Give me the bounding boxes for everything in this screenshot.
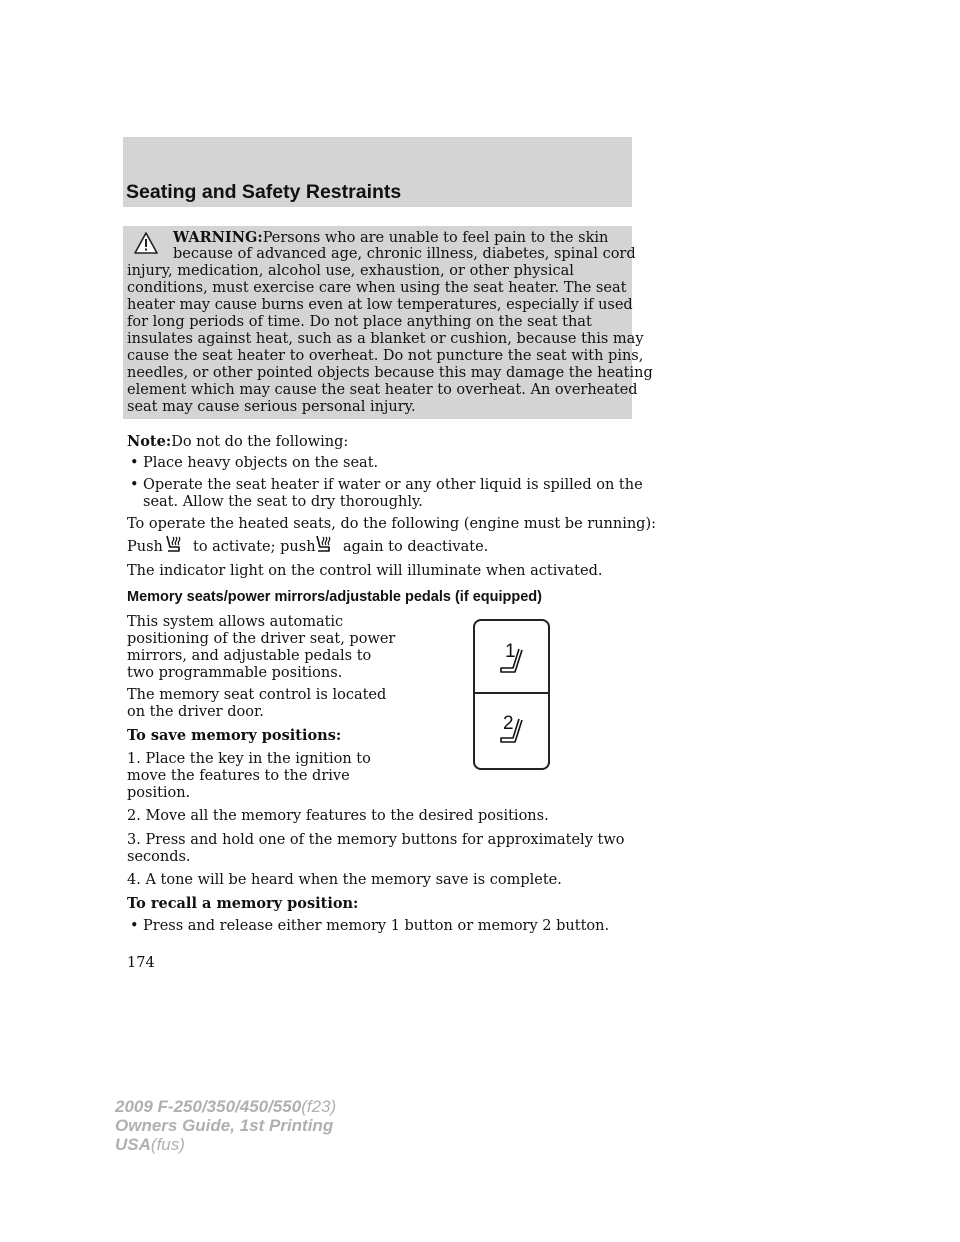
indicator-text: The indicator light on the control will illuminate when activated. xyxy=(127,563,603,579)
section-title: Seating and Safety Restraints xyxy=(126,181,402,203)
memory-intro-2: positioning of the driver seat, power xyxy=(127,631,396,647)
warning-text: Persons who are unable to feel pain to the skin xyxy=(262,230,609,246)
note-bullet-2: Operate the seat heater if water or any other liquid is spilled on the xyxy=(143,477,643,493)
step-3-line-1: 3. Press and hold one of the memory buttons for approximately two xyxy=(127,832,625,848)
bullet-marker: • xyxy=(130,918,139,934)
bullet-marker: • xyxy=(130,477,139,493)
memory-heading: Memory seats/power mirrors/adjustable pedals (if equipped) xyxy=(127,589,542,605)
push-text-3: again to deactivate. xyxy=(343,539,489,555)
note-bullet-1: Place heavy objects on the seat. xyxy=(143,455,379,471)
footer-line-1 xyxy=(115,1097,336,1117)
warning-label: WARNING: xyxy=(173,229,263,246)
heated-seat-icon xyxy=(313,534,333,554)
footer-model: 2009 F-250/350/450/550 xyxy=(115,1097,302,1116)
memory-seat-1-icon xyxy=(494,646,530,682)
recall-bullet: Press and release either memory 1 button or memory 2 button. xyxy=(143,918,610,934)
memory-intro-1: This system allows automatic xyxy=(127,614,344,630)
warning-line-6: for long periods of time. Do not place anything on the seat that xyxy=(127,314,592,330)
step-4: 4. A tone will be heard when the memory save is complete. xyxy=(127,872,562,888)
memory-location-1: The memory seat control is located xyxy=(127,687,387,703)
save-heading: To save memory positions: xyxy=(127,727,342,744)
warning-line-2: because of advanced age, chronic illness, diabetes, spinal cord xyxy=(173,246,636,262)
note-label: Note: xyxy=(127,433,172,450)
push-text-1: Push xyxy=(127,539,163,555)
warning-line-7: insulates against heat, such as a blanket or cushion, because this may xyxy=(127,331,644,347)
step-2: 2. Move all the memory features to the desired positions. xyxy=(127,808,549,824)
warning-line-9: needles, or other pointed objects because this may damage the heating xyxy=(127,365,653,381)
step-1-line-2: move the features to the drive xyxy=(127,768,350,784)
heated-seat-icon xyxy=(163,534,183,554)
page-number: 174 xyxy=(127,955,155,971)
push-text-2: to activate; push xyxy=(193,539,316,555)
memory-button-1-number: 1 xyxy=(505,641,516,662)
footer-model-code: (f23) xyxy=(301,1097,337,1116)
warning-triangle-icon xyxy=(134,232,158,254)
step-3-line-2: seconds. xyxy=(127,849,191,865)
footer-line-3 xyxy=(115,1135,185,1155)
warning-line-3: injury, medication, alcohol use, exhaustion, or other physical xyxy=(127,263,574,279)
step-1-line-3: position. xyxy=(127,785,191,801)
warning-line-1 xyxy=(173,229,608,247)
memory-intro-4: two programmable positions. xyxy=(127,665,343,681)
memory-button-2-number: 2 xyxy=(503,713,514,734)
memory-location-2: on the driver door. xyxy=(127,704,264,720)
operate-text: To operate the heated seats, do the following (engine must be running): xyxy=(127,516,657,532)
footer-market: USA xyxy=(115,1135,151,1154)
note-line xyxy=(127,433,348,451)
warning-line-4: conditions, must exercise care when using the seat heater. The seat xyxy=(127,280,627,296)
memory-seat-2-icon xyxy=(494,716,530,752)
warning-line-10: element which may cause the seat heater to overheat. An overheated xyxy=(127,382,638,398)
footer-line-2: Owners Guide, 1st Printing xyxy=(115,1116,334,1135)
warning-line-11: seat may cause serious personal injury. xyxy=(127,399,416,415)
note-text: Do not do the following: xyxy=(171,434,349,450)
memory-intro-3: mirrors, and adjustable pedals to xyxy=(127,648,372,664)
bullet-marker: • xyxy=(130,455,139,471)
memory-control-divider xyxy=(473,692,550,694)
warning-line-8: cause the seat heater to overheat. Do not puncture the seat with pins, xyxy=(127,348,644,364)
footer-market-code: (fus) xyxy=(150,1135,185,1154)
step-1-line-1: 1. Place the key in the ignition to xyxy=(127,751,371,767)
warning-line-5: heater may cause burns even at low temperatures, especially if used xyxy=(127,297,633,313)
recall-heading: To recall a memory position: xyxy=(127,895,359,912)
note-bullet-2-cont: seat. Allow the seat to dry thoroughly. xyxy=(143,494,423,510)
